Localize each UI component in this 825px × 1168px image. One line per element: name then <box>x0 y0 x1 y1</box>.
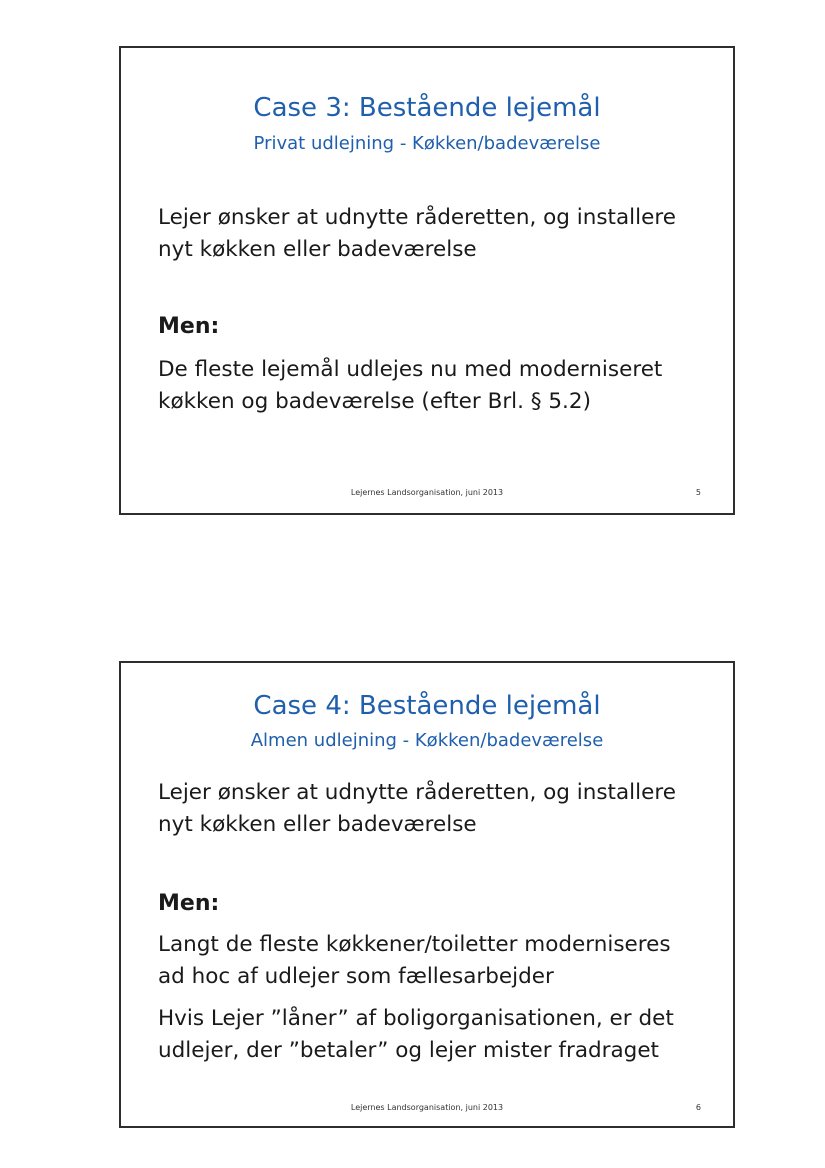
slide-5 <box>119 46 735 515</box>
text-line: nyt køkken eller badeværelse <box>158 812 477 837</box>
slide-6 <box>119 661 735 1128</box>
text-line: Lejer ønsker at udnytte råderetten, og installere <box>158 205 676 230</box>
text-line: De fleste lejemål udlejes nu med moderniseret <box>158 357 663 382</box>
body-paragraph-request <box>158 777 718 841</box>
slide-subtitle: Privat udlejning - Køkken/badeværelse <box>253 133 601 154</box>
body-paragraph-request <box>158 202 718 266</box>
text-line: Langt de fleste køkkener/toiletter moderniseres <box>158 932 671 957</box>
text-line: nyt køkken eller badeværelse <box>158 237 477 262</box>
slide-subtitle: Almen udlejning - Køkken/badeværelse <box>250 730 604 751</box>
slide-number: 6 <box>695 1103 701 1112</box>
body-paragraph-loan <box>158 1003 718 1067</box>
slide-footer: Lejernes Landsorganisation, juni 2013 <box>350 488 504 497</box>
slide-title: Case 4: Bestående lejemål <box>253 691 601 721</box>
text-line: køkken og badeværelse (efter Brl. § 5.2) <box>158 389 591 414</box>
body-paragraph-however <box>158 929 718 993</box>
slide-title: Case 3: Bestående lejemål <box>253 93 601 123</box>
text-line: Lejer ønsker at udnytte råderetten, og installere <box>158 780 676 805</box>
body-paragraph-however <box>158 354 718 418</box>
section-heading: Men: <box>158 314 220 339</box>
slide-number: 5 <box>695 488 701 497</box>
text-line: ad hoc af udlejer som fællesarbejder <box>158 964 554 989</box>
section-heading: Men: <box>158 891 220 916</box>
text-line: Hvis Lejer ”låner” af boligorganisationen, er det <box>158 1006 674 1031</box>
slide-footer: Lejernes Landsorganisation, juni 2013 <box>350 1103 504 1112</box>
text-line: udlejer, der ”betaler” og lejer mister fradraget <box>158 1038 659 1063</box>
